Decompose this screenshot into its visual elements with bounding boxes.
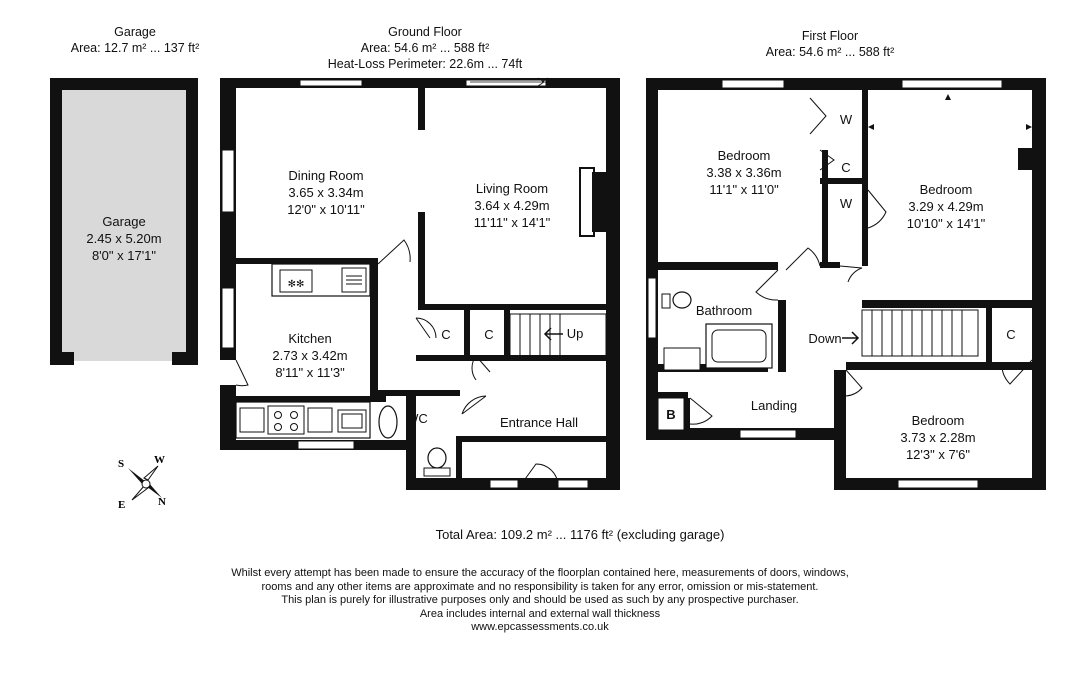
bedroom-1-metric: 3.38 x 3.36m — [706, 165, 782, 180]
ground-floor-title: Ground Floor — [388, 25, 462, 39]
toilet-icon — [428, 448, 446, 468]
bathroom-toilet-icon — [673, 292, 691, 308]
gf-wall-stub — [418, 88, 425, 130]
gf-window-hall-1 — [490, 480, 518, 488]
first-floor-title: First Floor — [801, 29, 859, 43]
gf-wc-right-wall — [456, 436, 462, 486]
disclaimer-line-4: Area includes internal and external wall thickness — [419, 607, 661, 620]
ground-floor-perimeter: Heat-Loss Perimeter: 22.6m ... 74ft — [327, 57, 523, 71]
gf-living-bottom-wall — [418, 304, 606, 310]
chimney-breast — [592, 172, 606, 232]
ff-bed2-wall-stub — [862, 254, 868, 266]
wardrobe-1-label: W — [839, 112, 853, 127]
bathroom-cistern-icon — [662, 294, 670, 308]
ff-chimney — [1018, 148, 1032, 170]
gf-stair-left-wall — [504, 310, 510, 360]
ff-cupboard-2-label: C — [1006, 327, 1016, 342]
basin-icon — [379, 406, 397, 438]
gf-cupboard-divider — [464, 310, 470, 358]
ff-boiler-wall — [684, 398, 690, 438]
gf-stairs — [510, 314, 606, 356]
bedroom-1-imperial: 11'1" x 11'0" — [709, 182, 779, 197]
ff-marker-2 — [868, 124, 874, 130]
compass-icon — [118, 454, 166, 511]
bedroom-2-imperial: 10'10" x 14'1" — [906, 216, 986, 231]
bathroom-basin-icon — [664, 348, 700, 370]
garage-room-imperial: 8'0" x 17'1" — [91, 248, 157, 263]
total-area: Total Area: 109.2 m² ... 1176 ft² (excluding garage) — [435, 527, 725, 542]
bedroom-3-metric: 3.73 x 2.28m — [900, 430, 976, 445]
dishwasher-icon — [308, 408, 332, 432]
gf-kitchen-right-wall — [370, 260, 378, 400]
ff-window-bed1 — [722, 80, 784, 88]
fireplace-icon — [580, 168, 594, 236]
gf-wc-top-wall — [370, 390, 460, 396]
ff-right-wall — [1032, 78, 1046, 490]
kitchen-name: Kitchen — [288, 331, 332, 346]
ff-boiler-top-wall — [658, 392, 688, 398]
gf-living-left-wall — [418, 212, 425, 310]
wc-label: WC — [406, 411, 428, 426]
ff-doors — [690, 98, 1032, 424]
gf-wc-left-wall — [406, 390, 416, 488]
wardrobe-2-label: W — [839, 196, 853, 211]
compass-w: W — [154, 454, 165, 466]
ff-bed1-bottom-wall — [658, 262, 778, 270]
living-room-name: Living Room — [475, 181, 549, 196]
gf-hall-bottom-wall — [456, 436, 606, 442]
bedroom-1-name: Bedroom — [717, 148, 771, 163]
ground-floor-area: Area: 54.6 m² ... 588 ft² — [360, 41, 490, 55]
ff-landing-top-stub — [820, 262, 840, 268]
ff-bathroom-right-wall — [778, 300, 786, 372]
ff-marker-1 — [945, 94, 951, 100]
living-room-imperial: 11'11" x 14'1" — [473, 215, 551, 230]
ff-window-bed3 — [898, 480, 978, 488]
ff-bed3-top-wall — [846, 362, 1032, 370]
first-floor-plan — [646, 78, 1046, 490]
bedroom-2-name: Bedroom — [919, 182, 973, 197]
stairs-down-label: Down — [808, 331, 842, 346]
ff-left-wall-lower — [646, 370, 658, 432]
compass-e: E — [118, 499, 126, 511]
ff-window-bathroom — [648, 278, 656, 338]
ff-cupboard-wall — [986, 308, 992, 364]
gf-window-kitchen — [298, 441, 354, 449]
garage-header-title: Garage — [114, 25, 156, 39]
gf-window-living — [466, 80, 546, 86]
compass-s: S — [118, 458, 125, 470]
gf-kitchen-bottom-wall — [236, 396, 386, 402]
stairs-up-label: Up — [566, 326, 584, 341]
bedroom-3-imperial: 12'3" x 7'6" — [905, 447, 971, 462]
entrance-hall-label: Entrance Hall — [499, 415, 579, 430]
ff-marker-3 — [1026, 124, 1032, 130]
ff-stairs — [862, 310, 978, 356]
stairs-down-arrow-icon — [842, 332, 858, 344]
ff-bed2-left-wall — [862, 88, 868, 260]
disclaimer-line-2: rooms and any other items are approximate and no responsibility is taken for any error, omission or mis-statement. — [261, 580, 819, 593]
bathroom-label: Bathroom — [695, 303, 753, 318]
dining-room-imperial: 12'0" x 10'11" — [287, 202, 365, 217]
compass-n: N — [158, 496, 166, 508]
gf-window-hall-2 — [558, 480, 588, 488]
gf-window-kitchen-side — [222, 288, 234, 348]
gf-top-wall — [220, 78, 610, 88]
ff-bed3-left-wall — [834, 370, 846, 490]
boiler-label: B — [666, 407, 676, 422]
disclaimer-line-1: Whilst every attempt has been made to ensure the accuracy of the floorplan contained here, measurements of doors, windows, — [231, 567, 849, 579]
first-floor-area: Area: 54.6 m² ... 588 ft² — [765, 45, 895, 59]
ff-cupboard-1-label: C — [841, 160, 851, 175]
kitchen-imperial: 8'11" x 11'3" — [275, 365, 345, 380]
disclaimer-line-3: This plan is purely for illustrative purposes only and should be used as such by any prospective purchaser. — [281, 594, 799, 606]
dining-room-name: Dining Room — [288, 168, 364, 183]
dining-room-metric: 3.65 x 3.34m — [288, 185, 364, 200]
garage-room-name: Garage — [102, 214, 146, 229]
fridge-icon — [240, 408, 264, 432]
cooker-icon — [268, 406, 304, 434]
gf-window-dining — [300, 80, 362, 86]
bedroom-3-name: Bedroom — [911, 413, 965, 428]
landing-label: Landing — [750, 398, 798, 413]
gf-cupboard-1-label: C — [441, 327, 451, 342]
toilet-cistern-icon — [424, 468, 450, 476]
gf-right-wall — [606, 78, 620, 490]
kitchen-metric: 2.73 x 3.42m — [272, 348, 348, 363]
ff-window-bed2 — [902, 80, 1002, 88]
ff-window-landing — [740, 430, 796, 438]
website-link[interactable]: www.epcassessments.co.uk — [471, 621, 609, 633]
garage-room-metric: 2.45 x 5.20m — [86, 231, 162, 246]
disclaimer — [0, 567, 1080, 635]
living-room-metric: 3.64 x 4.29m — [474, 198, 550, 213]
gf-cupboard-2-label: C — [484, 327, 494, 342]
gf-kitchen-top-wall — [236, 258, 378, 264]
garage-header-area: Area: 12.7 m² ... 137 ft² — [70, 41, 200, 55]
hob-burners-icon: ✻✻ — [287, 279, 305, 290]
bedroom-2-metric: 3.29 x 4.29m — [908, 199, 984, 214]
garage-plan — [50, 78, 198, 365]
gf-window-dining-side — [222, 150, 234, 212]
